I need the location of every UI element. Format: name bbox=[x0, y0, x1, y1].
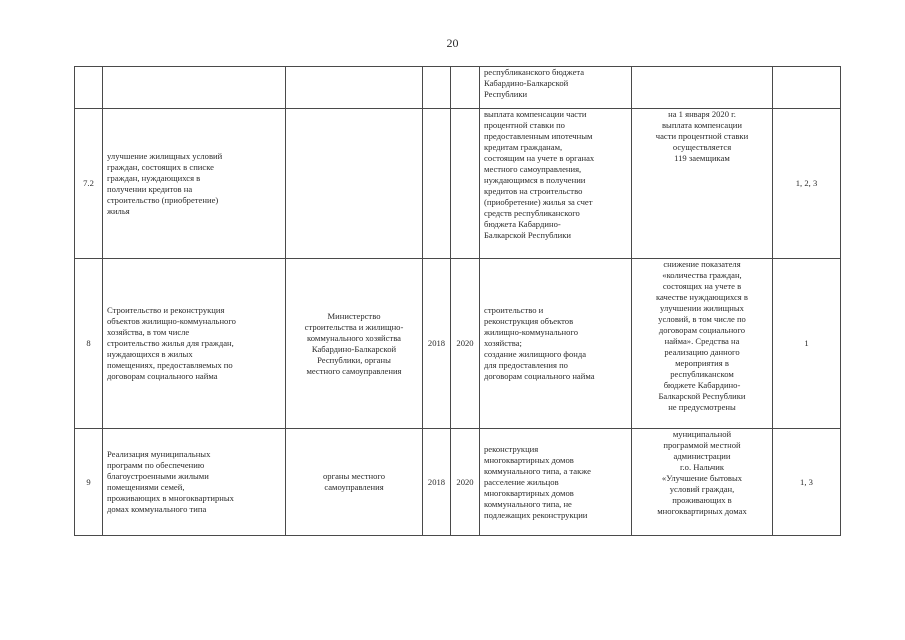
row-number-cell bbox=[75, 67, 103, 109]
table-row bbox=[75, 259, 841, 429]
activities-cell: реконструкция многоквартирных домов коммунального типа, а также расселение жильцов многоквартирных домов коммунального типа, не подлежащих реконструкции bbox=[480, 429, 632, 536]
executor-cell: Министерство строительства и жилищно- коммунального хозяйства Кабардино-Балкарской Республики, органы местного самоуправления bbox=[286, 259, 423, 429]
start-year-cell: 2018 bbox=[423, 259, 451, 429]
indicator-cell bbox=[632, 67, 773, 109]
end-year-cell: 2020 bbox=[451, 429, 480, 536]
link-cell: 1, 3 bbox=[773, 429, 841, 536]
link-cell: 1, 2, 3 bbox=[773, 109, 841, 259]
activities-cell: строительство и реконструкция объектов жилищно-коммунального хозяйства; создание жилищного фонда для предоставления по договорам социального найма bbox=[480, 259, 632, 429]
indicator-cell: муниципальной программой местной администрации г.о. Нальчик «Улучшение бытовых условий граждан, проживающих в многоквартирных домах bbox=[632, 429, 773, 536]
end-year-cell bbox=[451, 67, 480, 109]
table-row bbox=[75, 429, 841, 536]
row-number-cell: 7.2 bbox=[75, 109, 103, 259]
row-number-cell: 9 bbox=[75, 429, 103, 536]
measure-name-cell: Реализация муниципальных программ по обеспечению благоустроенными жилыми помещениями семей, проживающих в многоквартирных домах коммунального типа bbox=[103, 429, 286, 536]
executor-cell: органы местного самоуправления bbox=[286, 429, 423, 536]
table-row bbox=[75, 109, 841, 259]
start-year-cell: 2018 bbox=[423, 429, 451, 536]
end-year-cell bbox=[451, 109, 480, 259]
link-cell: 1 bbox=[773, 259, 841, 429]
end-year-cell: 2020 bbox=[451, 259, 480, 429]
measure-name-cell: улучшение жилищных условий граждан, состоящих в списке граждан, нуждающихся в получении кредитов на строительство (приобретение) жилья bbox=[103, 109, 286, 259]
executor-cell bbox=[286, 109, 423, 259]
start-year-cell bbox=[423, 109, 451, 259]
executor-cell bbox=[286, 67, 423, 109]
row-number-cell: 8 bbox=[75, 259, 103, 429]
measure-name-cell bbox=[103, 67, 286, 109]
activities-cell: выплата компенсации части процентной ставки по предоставленным ипотечным кредитам гражданам, состоящим на учете в органах местного самоуправления, нуждающимся в получении кредитов на строительство (приобретение) жилья за счет средств республиканского бюджета Кабардино- Балкарской Республики bbox=[480, 109, 632, 259]
program-measures-table bbox=[74, 66, 841, 536]
table-row bbox=[75, 67, 841, 109]
indicator-cell: снижение показателя «количества граждан, состоящих на учете в качестве нуждающихся в улучшении жилищных условий, в том числе по договорам социального найма». Средства на реализацию данного мероприятия в республиканском бюджете Кабардино- Балкарской Республики не предусмотрены bbox=[632, 259, 773, 429]
indicator-cell: на 1 января 2020 г. выплата компенсации части процентной ставки осуществляется 119 заемщикам bbox=[632, 109, 773, 259]
link-cell bbox=[773, 67, 841, 109]
activities-cell: республиканского бюджета Кабардино-Балкарской Республики bbox=[480, 67, 632, 109]
page-number: 20 bbox=[446, 36, 459, 50]
start-year-cell bbox=[423, 67, 451, 109]
measure-name-cell: Строительство и реконструкция объектов жилищно-коммунального хозяйства, в том числе строительство жилья для граждан, нуждающихся в жилых помещениях, предоставляемых по договорам социального найма bbox=[103, 259, 286, 429]
